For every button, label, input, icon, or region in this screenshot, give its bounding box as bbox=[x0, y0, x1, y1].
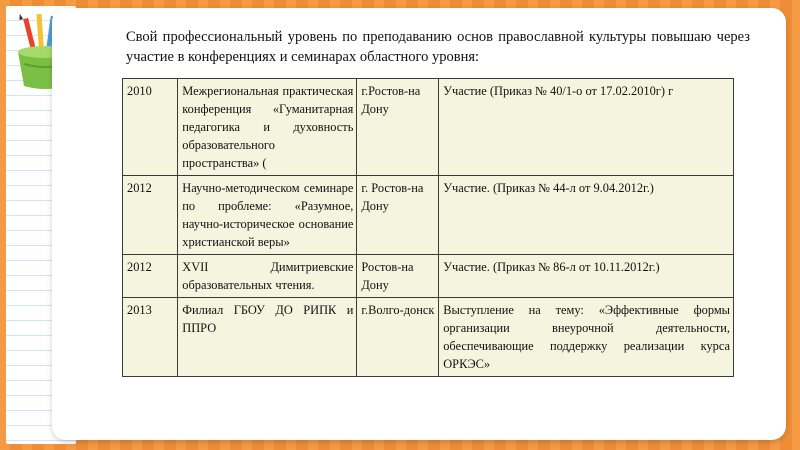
table-row bbox=[123, 79, 734, 176]
city-cell: г.Ростов-на Дону bbox=[357, 79, 439, 176]
table-row bbox=[123, 176, 734, 255]
city-cell: г.Волго-донск bbox=[357, 298, 439, 377]
table-row bbox=[123, 298, 734, 377]
event-cell: Научно-методическом семинаре по проблеме: «Разумное, научно-историческое основание христианской веры» bbox=[178, 176, 357, 255]
event-cell: XVII Димитриевские образовательных чтения. bbox=[178, 255, 357, 298]
result-cell: Выступление на тему: «Эффективные формы организации внеурочной деятельности, обеспечивающие поддержку реализации курса ОРКЭС» bbox=[439, 298, 734, 377]
table-row bbox=[123, 255, 734, 298]
result-cell: Участие. (Приказ № 86-л от 10.11.2012г.) bbox=[439, 255, 734, 298]
year-cell: 2012 bbox=[123, 255, 178, 298]
year-cell: 2010 bbox=[123, 79, 178, 176]
city-cell: г. Ростов-на Дону bbox=[357, 176, 439, 255]
result-cell: Участие. (Приказ № 44-л от 9.04.2012г.) bbox=[439, 176, 734, 255]
event-cell: Межрегиональная практическая конференция «Гуманитарная педагогика и духовность образовательного пространства» ( bbox=[178, 79, 357, 176]
event-cell: Филиал ГБОУ ДО РИПК и ППРО bbox=[178, 298, 357, 377]
intro-paragraph: Свой профессиональный уровень по преподаванию основ православной культуры повышаю через участие в конференциях и семинарах областного уровня: bbox=[126, 29, 750, 65]
year-cell: 2013 bbox=[123, 298, 178, 377]
city-cell: Ростов-на Дону bbox=[357, 255, 439, 298]
result-cell: Участие (Приказ № 40/1-о от 17.02.2010г) г bbox=[439, 79, 734, 176]
year-cell: 2012 bbox=[123, 176, 178, 255]
conferences-table bbox=[122, 78, 734, 377]
